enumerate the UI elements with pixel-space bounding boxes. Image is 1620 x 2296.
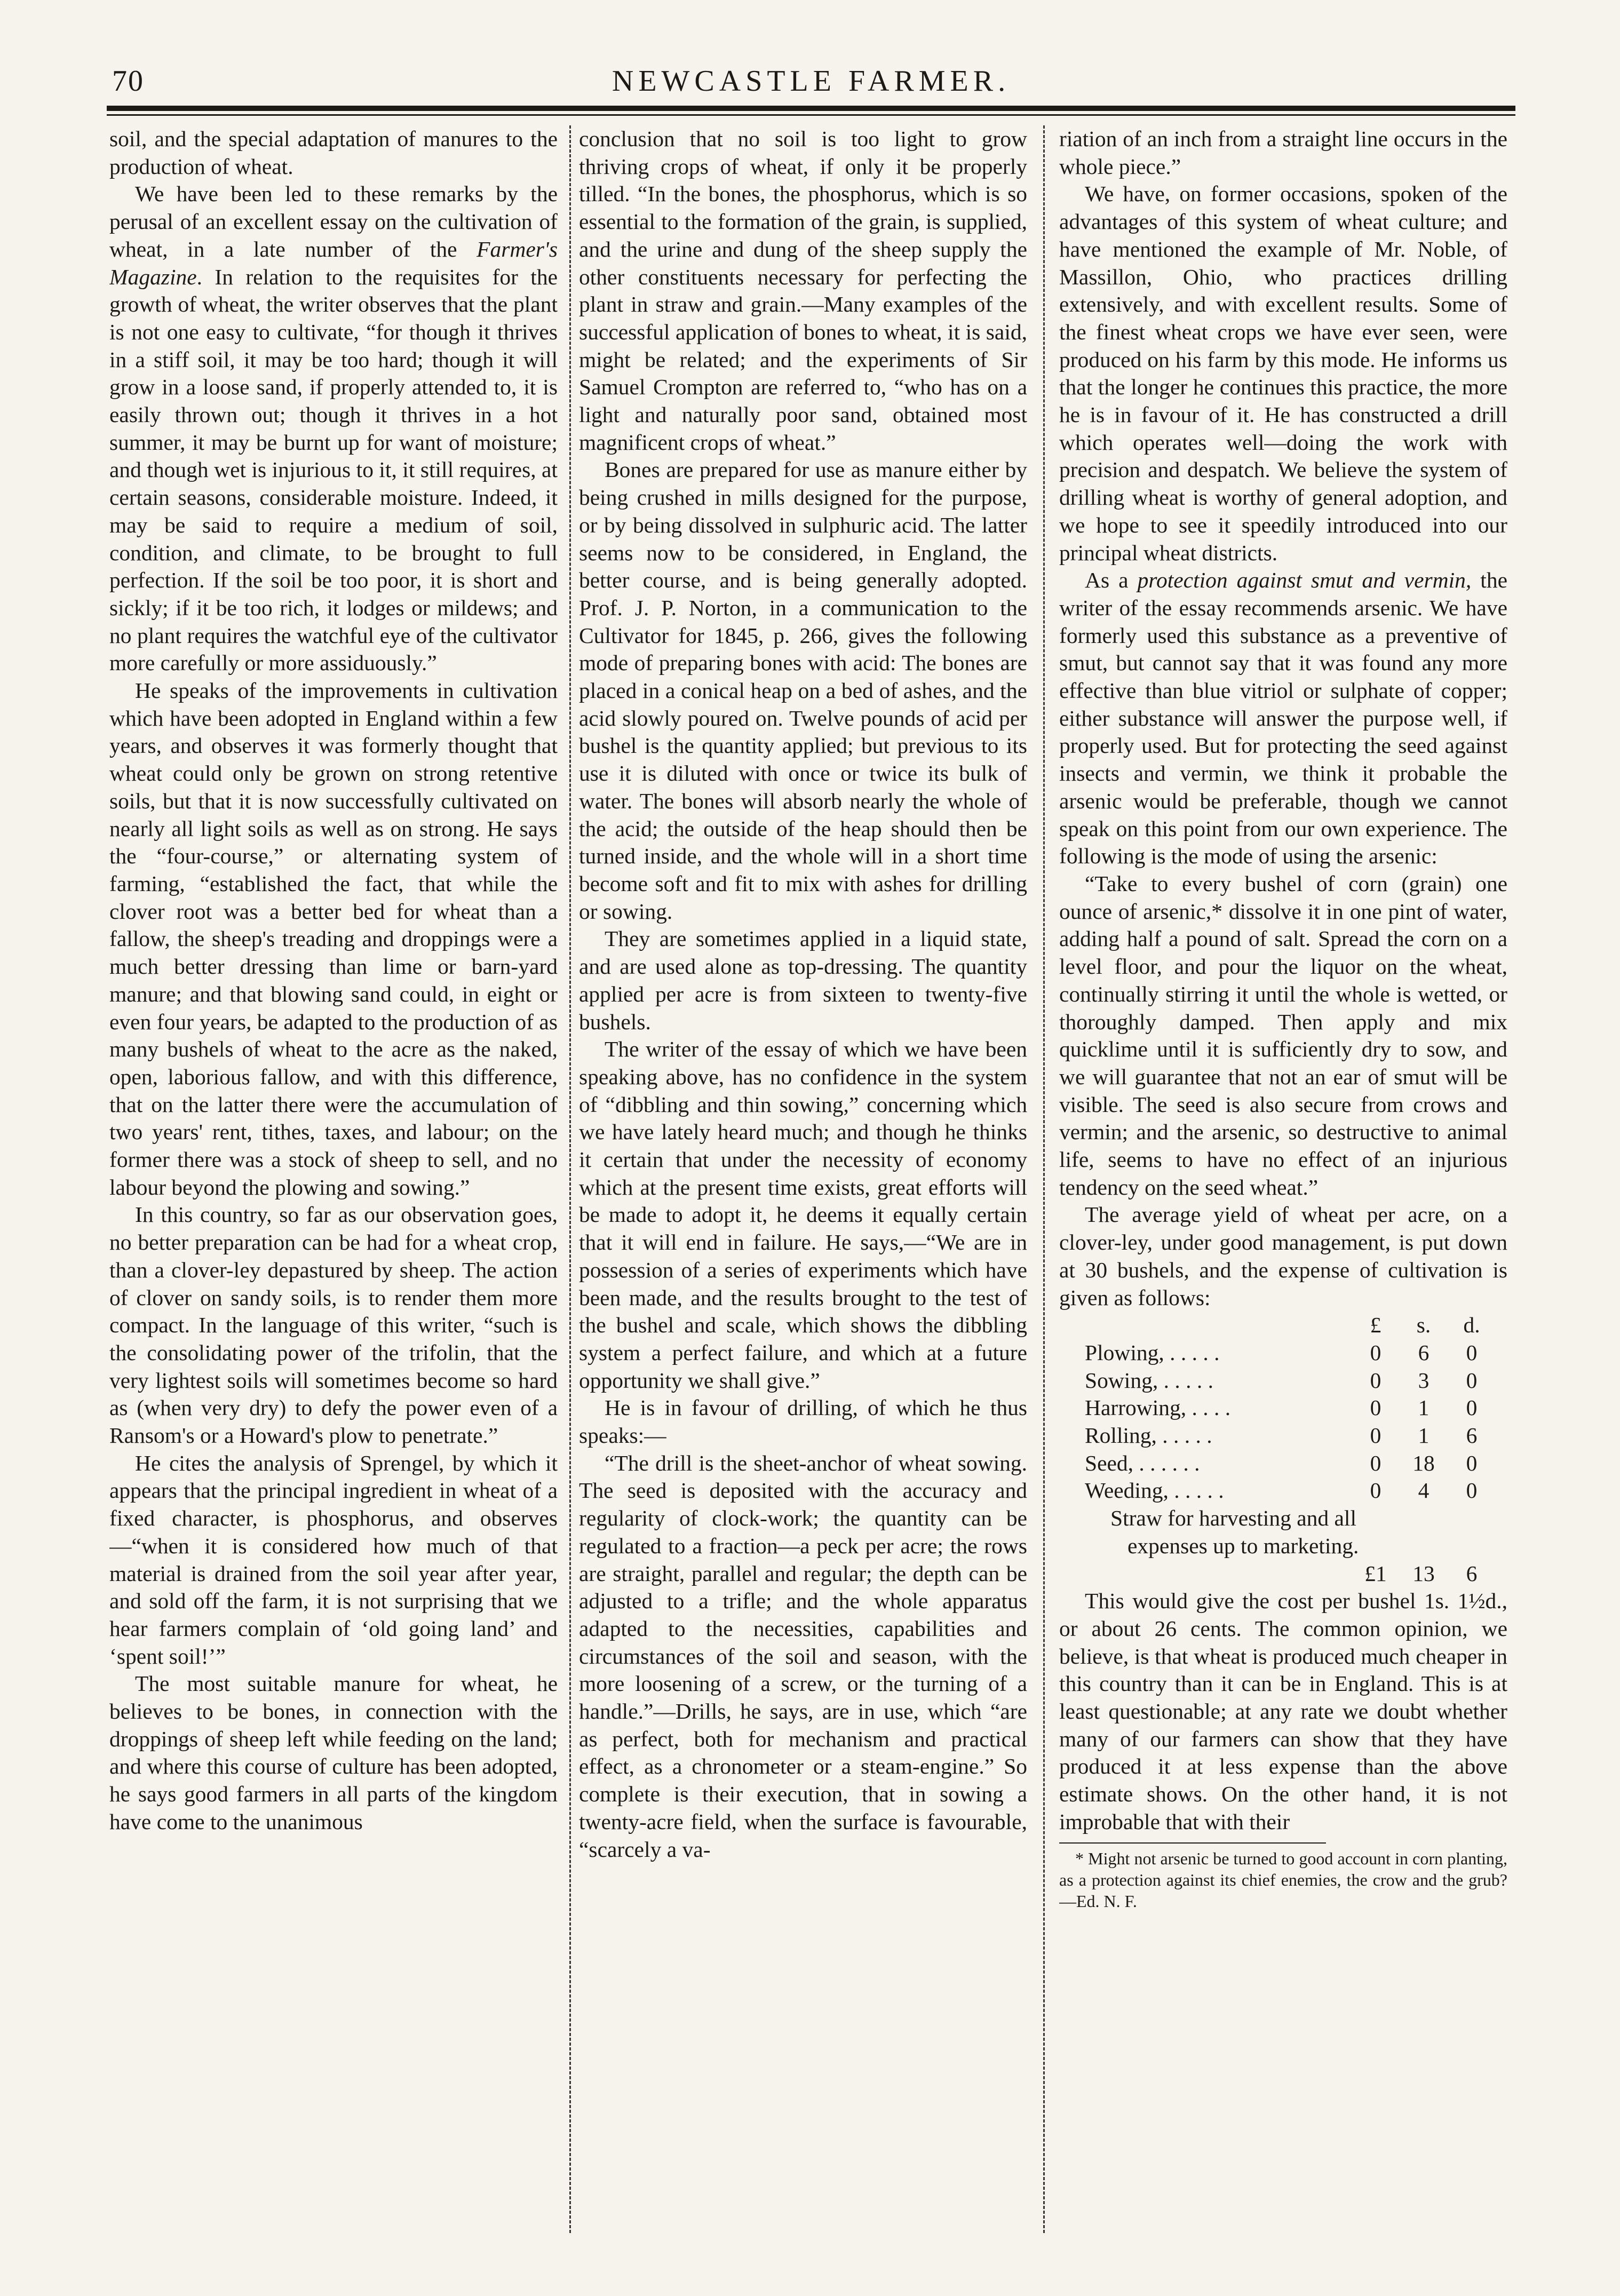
paragraph: He cites the analysis of Sprengel, by which it appears that the principal ingredient in wheat of a fixed character, is phosphorus, and observes—“when it is considered how much of that material is drained from the soil year after year, and sold off the farm, it is not surprising that we hear farmers complain of ‘old going land’ and ‘spent soil!’” xyxy=(109,1450,558,1669)
cost-pounds: 0 xyxy=(1370,1423,1381,1448)
paragraph: We have, on former occasions, spoken of the advantages of this system of wheat culture; and have mentioned the example of Mr. Noble, of Massillon, Ohio, who practices drilling extensively, and with excellent results. Some of the finest wheat crops we have ever seen, were produced on his farm by this mode. He informs us that the longer he continues this practice, the more he is in favour of it. He has constructed a drill which operates well—doing the work with precision and despatch. We believe the system of drilling wheat is worthy of general adoption, and we hope to see it speedily introduced into our principal wheat districts. xyxy=(1059,181,1507,565)
paragraph: In this country, so far as our observation goes, no better preparation can be had for a wheat crop, than a clover-ley depastured by sheep. The action of clover on sandy soils, is to render them more compact. In the language of this writer, “such is the consolidating power of the trifolin, that the very lightest soils will sometimes become so hard as (when very dry) to defy the power even of a Ransom's or a Howard's plow to penetrate.” xyxy=(109,1202,558,1448)
header-pence: d. xyxy=(1463,1313,1480,1338)
paragraph: The most suitable manure for wheat, he believes to be bones, in connection with the droppings of sheep left while feeding on the land; and where this course of culture has been adopted, he says good farmers in all parts of the kingdom have come to the unanimous xyxy=(109,1671,558,1834)
paragraph: He speaks of the improvements in cultivation which have been adopted in England within a few years, and observes it was formerly thought that wheat could only be grown on strong retentive soils, but that it is now successfully cultivated on nearly all light soils as well as on strong. He says the “four-course,” or alternating system of farming, “established the fact, that while the clover root was a better bed for wheat than a fallow, the sheep's treading and droppings were a much better dressing than lime or barn-yard manure; and that blowing sand could, in eight or even four years, be adapted to the production of as many bushels of wheat to the acre as the naked, open, laborious fallow, and with this difference, that on the latter there were the accumulation of two years' rent, tithes, taxes, and labour; on the former there was a stock of sheep to sell, and no labour beyond the plowing and sowing.” xyxy=(109,678,558,1199)
paragraph: The writer of the essay of which we have been speaking above, has no confidence in the system of “dibbling and thin sowing,” concerning which we have lately heard much; and though he thinks it certain that under the necessity of economy which at the present time exists, great efforts will be made to adopt it, he deems it equally certain that it will end in failure. He says,—“We are in possession of a series of experiments which have been made, and the results brought to the test of the bushel and scale, which shows the dibbling system a perfect failure, and which at a future opportunity we shall give.” xyxy=(579,1037,1027,1393)
table-row xyxy=(1085,1339,1496,1367)
page-number: 70 xyxy=(112,65,144,98)
cost-pence: 0 xyxy=(1466,1368,1478,1393)
page-header xyxy=(107,64,1515,101)
text-column-1 xyxy=(109,125,558,2233)
running-title: NEWCASTLE FARMER. xyxy=(612,65,1011,98)
cost-pounds: 0 xyxy=(1370,1450,1381,1475)
paragraph-text: We have been led to these remarks by the perusal of an excellent essay on the cultivation of wheat, in a late number of the Farmer's Magazine. In relation to the requisites for the growth of wheat, the writer observes that the plant is not one easy to cultivate, “for though it thrives in a stiff soil, it may be too hard; though it will grow in a loose sand, if properly attended to, it is easily thrown out; though it thrives in a hot summer, it may be burnt up for want of moisture; and though wet is injurious to it, it still requires, at certain seasons, considerable moisture. Indeed, it may be said to require a medium of soil, condition, and climate, to be brought to full perfection. If the soil be too poor, it is short and sickly; if it be too rich, it lodges or mildews; and no plant requires the watchful eye of the cultivator more carefully or more assiduously.” xyxy=(109,181,558,676)
cost-table-header xyxy=(1085,1312,1496,1339)
cost-pounds: 0 xyxy=(1370,1340,1381,1365)
total-row xyxy=(1085,1560,1496,1588)
total-pounds: £1 xyxy=(1364,1561,1387,1586)
header-rule-thick xyxy=(107,106,1515,111)
paragraph xyxy=(1059,567,1507,870)
cost-item: Harrowing, . . . . xyxy=(1085,1395,1231,1420)
paragraph: The average yield of wheat per acre, on a clover-ley, under good management, is put down at 30 bushels, and the expense of cultivation is given as follows: xyxy=(1059,1202,1507,1310)
cost-shillings: 1 xyxy=(1418,1423,1430,1448)
cost-item: Plowing, . . . . . xyxy=(1085,1340,1220,1365)
paragraph: “The drill is the sheet-anchor of wheat sowing. The seed is deposited with the accuracy and regularity of clock-work; the quantity can be regulated to a fraction—a peck per acre; the rows are straight, parallel and regular; the depth can be adjusted to a trifle; and the whole apparatus adapted to the necessities, capabilities and circumstances of the soil and season, with the more loosening of a screw, or the turning of a handle.”—Drills, he says, are in use, which “are as perfect, both for mechanism and practical effect, as a chronometer or a steam-engine.” So complete is their execution, that in sowing a twenty-acre field, when the surface is favourable, “scarcely a va- xyxy=(579,1450,1027,1862)
cost-shillings: 4 xyxy=(1418,1478,1430,1503)
cost-total xyxy=(1085,1560,1496,1588)
paragraph: conclusion that no soil is too light to grow thriving crops of wheat, if only it be properly tilled. “In the bones, the phosphorus, which is so essential to the formation of the grain, is supplied, and the urine and dung of the sheep supply the other constituents necessary for perfecting the plant in straw and grain.—Many examples of the successful application of bones to wheat, it is said, might be related; and the experiments of Sir Samuel Crompton are referred to, “who has on a light and naturally poor sand, obtained most magnificent crops of wheat.” xyxy=(579,126,1027,455)
table-row xyxy=(1085,1367,1496,1395)
cost-item: Weeding, . . . . . xyxy=(1085,1478,1224,1503)
table-row xyxy=(1085,1394,1496,1422)
footnote: * Might not arsenic be turned to good account in corn planting, as a protection against its chief enemies, the crow and the grub?—Ed. N. F. xyxy=(1059,1848,1507,1911)
paragraph xyxy=(109,180,558,677)
cost-pence: 6 xyxy=(1466,1423,1478,1448)
cost-pounds: 0 xyxy=(1370,1478,1381,1503)
header-rule-thin xyxy=(107,114,1515,116)
paragraph: He is in favour of drilling, of which he thus speaks:— xyxy=(579,1395,1027,1448)
footnote-rule xyxy=(1059,1842,1326,1844)
text-column-3 xyxy=(1059,125,1507,2233)
paragraph: riation of an inch from a straight line occurs in the whole piece.” xyxy=(1059,126,1507,179)
paragraph: Bones are prepared for use as manure either by being crushed in mills designed for the purpose, or by being dissolved in sulphuric acid. The latter seems now to be considered, in England, the better course, and is being generally adopted. Prof. J. P. Norton, in a communication to the Cultivator for 1845, p. 266, gives the following mode of preparing bones with acid: The bones are placed in a conical heap on a bed of ashes, and the acid slowly poured on. Twelve pounds of acid per bushel is the quantity applied; but previous to its use it is diluted with once or twice its bulk of water. The bones will absorb nearly the whole of the acid; the outside of the heap should then be turned inside, and the whole will in a short time become soft and fit to mix with ashes for drilling or sowing. xyxy=(579,457,1027,924)
text-column-2 xyxy=(579,125,1027,2233)
cost-item: Sowing, . . . . . xyxy=(1085,1368,1213,1393)
straw-line: Straw for harvesting and all xyxy=(1110,1506,1356,1531)
header-pounds: £ xyxy=(1370,1313,1381,1338)
magazine-title: Farmer's Magazine xyxy=(109,236,558,289)
cost-item: Seed, . . . . . . xyxy=(1085,1450,1200,1475)
italic-phrase: protection against smut and vermin, xyxy=(1137,568,1472,593)
paragraph: This would give the cost per bushel 1s. 1½d., or about 26 cents. The common opinion, we believe, is that wheat is produced much cheaper in this country than it can be in England. This is at least questionable; at any rate we doubt whether many of our farmers can show that they have produced it at less expense than the above estimate shows. On the other hand, it is not improbable that with their xyxy=(1059,1588,1507,1834)
cost-shillings: 1 xyxy=(1418,1395,1430,1420)
cost-item: Rolling, . . . . . xyxy=(1085,1423,1212,1448)
paragraph: They are sometimes applied in a liquid state, and are used alone as top-dressing. The quantity applied per acre is from sixteen to twenty-five bushels. xyxy=(579,926,1027,1034)
cost-pence: 0 xyxy=(1466,1340,1478,1365)
cost-shillings: 6 xyxy=(1418,1340,1430,1365)
header-shillings: s. xyxy=(1416,1313,1431,1338)
cost-pence: 0 xyxy=(1466,1450,1478,1475)
paragraph: “Take to every bushel of corn (grain) one ounce of arsenic,* dissolve it in one pint of water, adding half a pound of salt. Spread the corn on a level floor, and pour the liquor on the wheat, continually stirring it until the whole is wetted, or thoroughly damped. Then apply and mix quicklime until it is sufficiently dry to sow, and we will guarantee that not an ear of smut will be visible. The seed is also secure from crows and vermin; and the arsenic, so destructive to animal life, seems to have no effect of an injurious tendency on the seed wheat.” xyxy=(1059,871,1507,1199)
total-pence: 6 xyxy=(1466,1561,1478,1586)
cost-shillings: 3 xyxy=(1418,1368,1430,1393)
paragraph: soil, and the special adaptation of manures to the production of wheat. xyxy=(109,126,558,179)
total-shillings: 13 xyxy=(1412,1561,1435,1586)
table-row xyxy=(1085,1422,1496,1450)
table-row xyxy=(1085,1450,1496,1477)
column-divider xyxy=(1043,125,1045,2233)
cost-pounds: 0 xyxy=(1370,1368,1381,1393)
straw-line-continued: expenses up to marketing. xyxy=(1127,1533,1359,1558)
cost-shillings: 18 xyxy=(1412,1450,1435,1475)
cost-table xyxy=(1085,1312,1496,1505)
column-divider xyxy=(569,125,571,2233)
cost-pence: 0 xyxy=(1466,1478,1478,1503)
paragraph-text: the writer of the essay recommends arsenic. We have formerly used this substance as a preventive of smut, but cannot say that it was found any more effective than blue vitriol or sulphate of copper; either substance will answer the purpose well, if properly used. But for protecting the seed against insects and vermin, we think it probable the arsenic would be preferable, though we cannot speak on this point from our own experience. The following is the mode of using the arsenic: xyxy=(1059,568,1507,869)
cost-pence: 0 xyxy=(1466,1395,1478,1420)
table-row xyxy=(1085,1477,1496,1505)
paragraph-lead: As a xyxy=(1085,568,1138,593)
cost-pounds: 0 xyxy=(1370,1395,1381,1420)
